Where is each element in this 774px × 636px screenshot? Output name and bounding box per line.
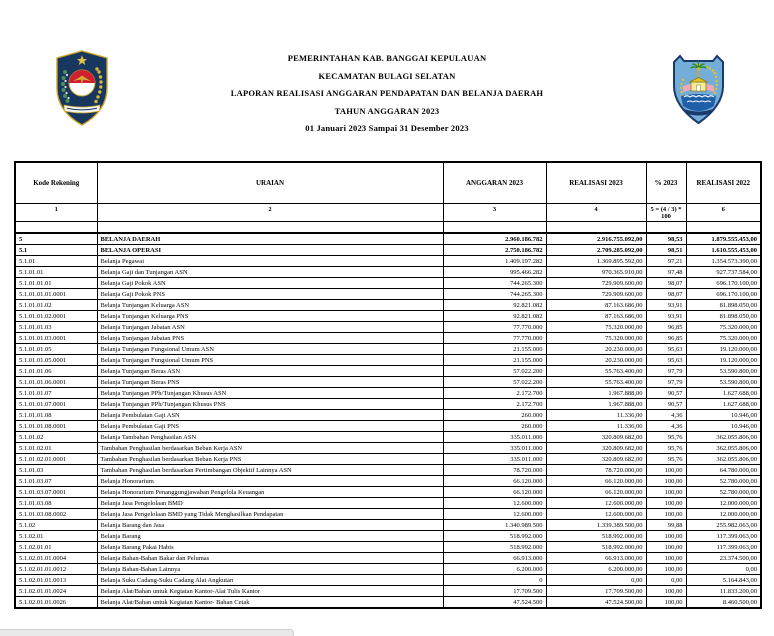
cell-realisasi-2022: 12.000.000,00: [686, 498, 761, 509]
cell-realisasi-2022: 81.898.050,00: [686, 311, 761, 322]
cell-code: 5.1.01.03.07: [15, 476, 97, 487]
table-row: [15, 377, 761, 388]
cell-uraian: Belanja Jasa Pengelolaan BMD yang Tidak Menghasilkan Pendapatan: [97, 509, 443, 520]
cell-uraian: Belanja Barang dan Jasa: [97, 520, 443, 531]
cell-realisasi-2022: 696.170.100,00: [686, 278, 761, 289]
cell-code: 5.1.01.01.06: [15, 366, 97, 377]
cell-pct-2023: 99,88: [646, 520, 686, 531]
cell-realisasi-2022: 1.879.555.453,00: [686, 233, 761, 245]
cell-pct-2023: 97,79: [646, 366, 686, 377]
cell-pct-2023: 100,00: [646, 564, 686, 575]
cell-realisasi-2023: 12.600.000,00: [546, 509, 646, 520]
cell-anggaran-2023: 2.172.700: [443, 388, 546, 399]
cell-realisasi-2023: 66.120.000,00: [546, 487, 646, 498]
col-number-6: 6: [686, 204, 761, 222]
cell-code: 5.1.02.01: [15, 531, 97, 542]
cell-realisasi-2022: 81.898.050,00: [686, 300, 761, 311]
cell-realisasi-2022: 19.120.000,00: [686, 344, 761, 355]
cell-code: 5.1.01.03.07.0001: [15, 487, 97, 498]
cell-realisasi-2023: 0,00: [546, 575, 646, 586]
cell-uraian: Belanja Barang Pakai Habis: [97, 542, 443, 553]
cell-realisasi-2023: 75.320.000,00: [546, 322, 646, 333]
cell-anggaran-2023: 744.265.300: [443, 278, 546, 289]
cell-code: 5.1.01.01.06.0001: [15, 377, 97, 388]
cell-realisasi-2023: 970.365.910,00: [546, 267, 646, 278]
col-header-uraian: URAIAN: [97, 162, 443, 204]
cell-realisasi-2023: 66.120.000,00: [546, 476, 646, 487]
cell-anggaran-2023: 12.600.000: [443, 509, 546, 520]
cell-realisasi-2022: 0,00: [686, 564, 761, 575]
col-header-pct-2023: % 2023: [646, 162, 686, 204]
cell-realisasi-2023: 17.709.500,00: [546, 586, 646, 597]
cell-realisasi-2023: 11.336,00: [546, 410, 646, 421]
cell-realisasi-2022: 12.000.000,00: [686, 509, 761, 520]
table-row: [15, 432, 761, 443]
table-row: [15, 542, 761, 553]
cell-realisasi-2022: 8.460.500,00: [686, 597, 761, 609]
cell-pct-2023: 100,00: [646, 476, 686, 487]
cell-anggaran-2023: 335.011.000: [443, 432, 546, 443]
cell-realisasi-2023: 87.163.686,00: [546, 300, 646, 311]
cell-realisasi-2023: 1.339.389.500,00: [546, 520, 646, 531]
cell-code: 5.1.01.01.07: [15, 388, 97, 399]
cell-anggaran-2023: 17.709.500: [443, 586, 546, 597]
cell-pct-2023: 100,00: [646, 542, 686, 553]
cell-code: 5.1.01.01.01: [15, 278, 97, 289]
cell-pct-2023: 100,00: [646, 531, 686, 542]
cell-anggaran-2023: 6.200.000: [443, 564, 546, 575]
cell-realisasi-2023: 55.763.400,00: [546, 377, 646, 388]
cell-realisasi-2022: 52.780.000,00: [686, 476, 761, 487]
cell-realisasi-2023: 1.967.888,00: [546, 388, 646, 399]
table-row: [15, 300, 761, 311]
table-row: [15, 465, 761, 476]
cell-pct-2023: 96,85: [646, 322, 686, 333]
banggai-kepulauan-emblem-graphic: [671, 54, 726, 125]
cell-code: 5.1.01.03.08: [15, 498, 97, 509]
table-row: [15, 388, 761, 399]
cell-uraian: Belanja Tunjangan Beras PNS: [97, 377, 443, 388]
cell-uraian: Belanja Tunjangan PPh/Tunjangan Khusus ASN: [97, 388, 443, 399]
cell-code: 5.1.01.01.05: [15, 344, 97, 355]
cell-realisasi-2022: 23.374.500,00: [686, 553, 761, 564]
kemendagri-logo: [55, 50, 109, 126]
table-row: [15, 233, 761, 245]
cell-pct-2023: 100,00: [646, 465, 686, 476]
cell-code: 5.1.01.02: [15, 432, 97, 443]
spacer-row: [15, 222, 761, 234]
cell-realisasi-2022: 117.399.063,00: [686, 542, 761, 553]
table-row: [15, 399, 761, 410]
cell-realisasi-2023: 2.709.285.092,00: [546, 245, 646, 256]
cell-pct-2023: 90,57: [646, 399, 686, 410]
col-number-5: 5 = (4 / 3) * 100: [646, 204, 686, 222]
cell-realisasi-2022: 255.982.063,00: [686, 520, 761, 531]
cell-anggaran-2023: 1.409.197.282: [443, 256, 546, 267]
table-row: [15, 487, 761, 498]
col-number-2: 2: [97, 204, 443, 222]
cell-code: 5.1.01.03: [15, 465, 97, 476]
cell-uraian: Belanja Tunjangan Jabatan ASN: [97, 322, 443, 333]
table-row: [15, 355, 761, 366]
cell-realisasi-2022: 64.780.000,00: [686, 465, 761, 476]
table-row: [15, 322, 761, 333]
table-row: [15, 289, 761, 300]
letterhead-government: PEMERINTAHAN KAB. BANGGAI KEPULAUAN: [287, 53, 487, 63]
cell-code: 5.1.01.01.02.0001: [15, 311, 97, 322]
table-row: [15, 421, 761, 432]
cell-pct-2023: 4,36: [646, 410, 686, 421]
cell-realisasi-2023: 66.913.000,00: [546, 553, 646, 564]
table-row: [15, 520, 761, 531]
table-row: [15, 443, 761, 454]
cell-realisasi-2023: 20.230.000,00: [546, 355, 646, 366]
table-row: [15, 531, 761, 542]
table-row: [15, 256, 761, 267]
cell-realisasi-2022: 5.164.843,00: [686, 575, 761, 586]
cell-realisasi-2023: 47.524.500,00: [546, 597, 646, 609]
cell-code: 5.1.01.01.03: [15, 322, 97, 333]
table-row: [15, 509, 761, 520]
cell-uraian: Tambahan Penghasilan berdasarkan Beban Kerja ASN: [97, 443, 443, 454]
cell-anggaran-2023: 66.120.000: [443, 476, 546, 487]
col-header-anggaran-2023: ANGGARAN 2023: [443, 162, 546, 204]
cell-realisasi-2022: 53.590.800,00: [686, 377, 761, 388]
cell-realisasi-2022: 117.399.063,00: [686, 531, 761, 542]
cell-code: 5.1.01.02.01: [15, 443, 97, 454]
cell-code: 5.1.01.01: [15, 267, 97, 278]
cell-anggaran-2023: 57.022.200: [443, 377, 546, 388]
cell-code: 5.1.01.03.08.0002: [15, 509, 97, 520]
cell-anggaran-2023: 21.155.000: [443, 344, 546, 355]
cell-realisasi-2022: 75.320.000,00: [686, 322, 761, 333]
cell-realisasi-2022: 1.354.573.390,00: [686, 256, 761, 267]
table-header-row: [15, 162, 761, 204]
banggai-kepulauan-logo: [671, 54, 726, 125]
table-row: [15, 498, 761, 509]
cell-realisasi-2023: 320.809.682,00: [546, 454, 646, 465]
cell-realisasi-2023: 320.809.682,00: [546, 432, 646, 443]
cell-code: 5.1.01.01.07.0001: [15, 399, 97, 410]
cell-uraian: Belanja Tambahan Penghasilan ASN: [97, 432, 443, 443]
cell-anggaran-2023: 335.011.000: [443, 454, 546, 465]
cell-pct-2023: 90,57: [646, 388, 686, 399]
cell-realisasi-2023: 87.163.686,00: [546, 311, 646, 322]
cell-anggaran-2023: 260.000: [443, 410, 546, 421]
cell-anggaran-2023: 66.120.000: [443, 487, 546, 498]
cell-code: 5.1.02.01.01.0024: [15, 586, 97, 597]
cell-anggaran-2023: 12.600.000: [443, 498, 546, 509]
cell-anggaran-2023: 518.992.000: [443, 542, 546, 553]
cell-pct-2023: 4,36: [646, 421, 686, 432]
cell-anggaran-2023: 335.011.000: [443, 443, 546, 454]
cell-anggaran-2023: 21.155.000: [443, 355, 546, 366]
cell-uraian: Belanja Jasa Pengelolaan BMD: [97, 498, 443, 509]
cell-code: 5.1.01.01.05.0001: [15, 355, 97, 366]
cell-code: 5.1.01.01.08.0001: [15, 421, 97, 432]
cell-code: 5.1.01.01.08: [15, 410, 97, 421]
cell-realisasi-2023: 1.369.895.592,00: [546, 256, 646, 267]
table-row: [15, 410, 761, 421]
cell-uraian: Belanja Bahan-Bahan Lainnya: [97, 564, 443, 575]
cell-uraian: Belanja Pembulatan Gaji PNS: [97, 421, 443, 432]
cell-pct-2023: 97,48: [646, 267, 686, 278]
cell-uraian: Tambahan Penghasilan berdasarkan Beban Kerja PNS: [97, 454, 443, 465]
cell-code: 5.1.02: [15, 520, 97, 531]
cell-uraian: Belanja Alat/Bahan untuk Kegiatan Kantor- Bahan Cetak: [97, 597, 443, 609]
cell-uraian: Belanja Tunjangan PPh/Tunjangan Khusus PNS: [97, 399, 443, 410]
cell-realisasi-2023: 729.909.600,00: [546, 289, 646, 300]
col-header-realisasi-2022: REALISASI 2022: [686, 162, 761, 204]
cell-uraian: Belanja Tunjangan Keluarga ASN: [97, 300, 443, 311]
cell-code: 5.1.02.01.01.0013: [15, 575, 97, 586]
cell-pct-2023: 98,07: [646, 278, 686, 289]
cell-realisasi-2022: 10.946,00: [686, 410, 761, 421]
cell-pct-2023: 95,76: [646, 443, 686, 454]
cell-realisasi-2022: 52.780.000,00: [686, 487, 761, 498]
cell-realisasi-2022: 10.946,00: [686, 421, 761, 432]
report-fiscal-year: TAHUN ANGGARAN 2023: [334, 105, 440, 116]
cell-realisasi-2022: 362.055.806,00: [686, 443, 761, 454]
cell-realisasi-2023: 11.336,00: [546, 421, 646, 432]
table-row: [15, 267, 761, 278]
cell-anggaran-2023: 77.770.000: [443, 333, 546, 344]
cell-anggaran-2023: 2.172.700: [443, 399, 546, 410]
cell-uraian: Belanja Suku Cadang-Suku Cadang Alat Angkutan: [97, 575, 443, 586]
table-row: [15, 366, 761, 377]
budget-realization-table: [14, 161, 762, 609]
cell-pct-2023: 95,76: [646, 454, 686, 465]
table-row: [15, 278, 761, 289]
cell-uraian: BELANJA DAERAH: [97, 233, 443, 245]
letterhead-unit: KECAMATAN BULAGI SELATAN: [318, 70, 456, 81]
cell-anggaran-2023: 1.340.989.500: [443, 520, 546, 531]
cell-realisasi-2023: 75.320.000,00: [546, 333, 646, 344]
report-title: LAPORAN REALISASI ANGGARAN PENDAPATAN DAN BELANJA DAERAH: [230, 88, 544, 98]
cell-anggaran-2023: 78.720.000: [443, 465, 546, 476]
cell-pct-2023: 97,21: [646, 256, 686, 267]
cell-realisasi-2022: 1.627.688,00: [686, 399, 761, 410]
cell-pct-2023: 100,00: [646, 586, 686, 597]
table-row: [15, 245, 761, 256]
cell-code: 5.1.02.01.01.0012: [15, 564, 97, 575]
table-row: [15, 553, 761, 564]
cell-pct-2023: 96,85: [646, 333, 686, 344]
cell-anggaran-2023: 260.000: [443, 421, 546, 432]
cell-uraian: Belanja Barang: [97, 531, 443, 542]
table-body: [15, 233, 761, 608]
cell-uraian: BELANJA OPERASI: [97, 245, 443, 256]
cell-anggaran-2023: 57.022.200: [443, 366, 546, 377]
table-row: [15, 333, 761, 344]
cell-anggaran-2023: 0: [443, 575, 546, 586]
cell-uraian: Belanja Gaji Pokok ASN: [97, 278, 443, 289]
table-row: [15, 311, 761, 322]
cell-pct-2023: 0,00: [646, 575, 686, 586]
cell-uraian: Belanja Pegawai: [97, 256, 443, 267]
cell-anggaran-2023: 2.960.186.782: [443, 233, 546, 245]
cell-pct-2023: 97,79: [646, 377, 686, 388]
cell-code: 5.1.02.01.01.0004: [15, 553, 97, 564]
cell-uraian: Belanja Pembulatan Gaji ASN: [97, 410, 443, 421]
cell-realisasi-2023: 20.230.000,00: [546, 344, 646, 355]
cell-code: 5.1.01.01.02: [15, 300, 97, 311]
cell-realisasi-2023: 6.200.000,00: [546, 564, 646, 575]
column-number-row: [15, 204, 761, 222]
cell-code: 5.1.02.01.01.0026: [15, 597, 97, 609]
cell-uraian: Belanja Tunjangan Fungsional Umum ASN: [97, 344, 443, 355]
cell-pct-2023: 95,63: [646, 355, 686, 366]
cell-realisasi-2023: 320.809.682,00: [546, 443, 646, 454]
cell-pct-2023: 95,63: [646, 344, 686, 355]
cell-realisasi-2022: 53.590.800,00: [686, 366, 761, 377]
table-row: [15, 597, 761, 609]
cell-uraian: Belanja Tunjangan Keluarga PNS: [97, 311, 443, 322]
col-number-3: 3: [443, 204, 546, 222]
cell-pct-2023: 100,00: [646, 498, 686, 509]
cell-pct-2023: 98,07: [646, 289, 686, 300]
cell-realisasi-2022: 362.055.806,00: [686, 432, 761, 443]
cell-uraian: Tambahan Penghasilan berdasarkan Pertimbangan Objektif Lainnya ASN: [97, 465, 443, 476]
cell-code: 5.1.01.01.01.0001: [15, 289, 97, 300]
cell-realisasi-2023: 2.916.755.092,00: [546, 233, 646, 245]
cell-realisasi-2023: 1.967.888,00: [546, 399, 646, 410]
col-number-4: 4: [546, 204, 646, 222]
table-row: [15, 575, 761, 586]
table-row: [15, 564, 761, 575]
col-header-realisasi-2023: REALISASI 2023: [546, 162, 646, 204]
cell-uraian: Belanja Tunjangan Fungsional Umum PNS: [97, 355, 443, 366]
cell-pct-2023: 100,00: [646, 509, 686, 520]
cell-pct-2023: 93,91: [646, 311, 686, 322]
cell-code: 5.1.01: [15, 256, 97, 267]
cell-anggaran-2023: 2.750.186.782: [443, 245, 546, 256]
cell-pct-2023: 93,91: [646, 300, 686, 311]
cell-realisasi-2022: 696.170.100,00: [686, 289, 761, 300]
cell-uraian: Belanja Alat/Bahan untuk Kegiatan Kantor-Alat Tulis Kantor: [97, 586, 443, 597]
table-row: [15, 586, 761, 597]
cell-anggaran-2023: 77.770.000: [443, 322, 546, 333]
cell-realisasi-2022: 1.627.688,00: [686, 388, 761, 399]
cell-realisasi-2023: 729.909.600,00: [546, 278, 646, 289]
cell-uraian: Belanja Gaji dan Tunjangan ASN: [97, 267, 443, 278]
cell-anggaran-2023: 66.913.000: [443, 553, 546, 564]
kemendagri-emblem-graphic: [55, 50, 109, 126]
table-row: [15, 344, 761, 355]
cell-pct-2023: 100,00: [646, 487, 686, 498]
cell-realisasi-2022: 362.055.806,00: [686, 454, 761, 465]
cell-realisasi-2022: 927.737.584,00: [686, 267, 761, 278]
letterhead: [115, 50, 659, 138]
cell-pct-2023: 98,51: [646, 245, 686, 256]
cell-realisasi-2022: 11.833.200,00: [686, 586, 761, 597]
cell-realisasi-2023: 518.992.000,00: [546, 531, 646, 542]
cell-code: 5.1.02.01.01: [15, 542, 97, 553]
cell-code: 5: [15, 233, 97, 245]
col-number-1: 1: [15, 204, 97, 222]
cell-code: 5.1.01.02.01.0001: [15, 454, 97, 465]
cell-anggaran-2023: 744.265.300: [443, 289, 546, 300]
cell-realisasi-2022: 1.610.555.453,00: [686, 245, 761, 256]
cell-anggaran-2023: 92.821.082: [443, 311, 546, 322]
cell-realisasi-2023: 12.600.000,00: [546, 498, 646, 509]
cell-anggaran-2023: 47.524.500: [443, 597, 546, 609]
cell-anggaran-2023: 518.992.000: [443, 531, 546, 542]
cell-anggaran-2023: 92.821.082: [443, 300, 546, 311]
cell-pct-2023: 100,00: [646, 553, 686, 564]
cell-pct-2023: 95,76: [646, 432, 686, 443]
cell-uraian: Belanja Honorarium Penanggungjawaban Pengelola Keuangan: [97, 487, 443, 498]
cell-uraian: Belanja Tunjangan Jabatan PNS: [97, 333, 443, 344]
report-period: 01 Januari 2023 Sampai 31 Desember 2023: [305, 123, 469, 133]
cell-uraian: Belanja Honorarium: [97, 476, 443, 487]
cell-realisasi-2022: 75.320.000,00: [686, 333, 761, 344]
table-row: [15, 476, 761, 487]
cell-code: 5.1.01.01.03.0001: [15, 333, 97, 344]
cell-pct-2023: 100,00: [646, 597, 686, 609]
cell-anggaran-2023: 995.466.282: [443, 267, 546, 278]
cell-realisasi-2023: 78.720.000,00: [546, 465, 646, 476]
cell-realisasi-2023: 55.763.400,00: [546, 366, 646, 377]
col-header-kode-rekening: Kode Rekening: [15, 162, 97, 204]
cell-realisasi-2023: 518.992.000,00: [546, 542, 646, 553]
cell-pct-2023: 98,53: [646, 233, 686, 245]
cell-uraian: Belanja Bahan-Bahan Bakar dan Pelumas: [97, 553, 443, 564]
cell-realisasi-2022: 19.120.000,00: [686, 355, 761, 366]
cell-uraian: Belanja Tunjangan Beras ASN: [97, 366, 443, 377]
cell-code: 5.1: [15, 245, 97, 256]
cell-uraian: Belanja Gaji Pokok PNS: [97, 289, 443, 300]
table-row: [15, 454, 761, 465]
